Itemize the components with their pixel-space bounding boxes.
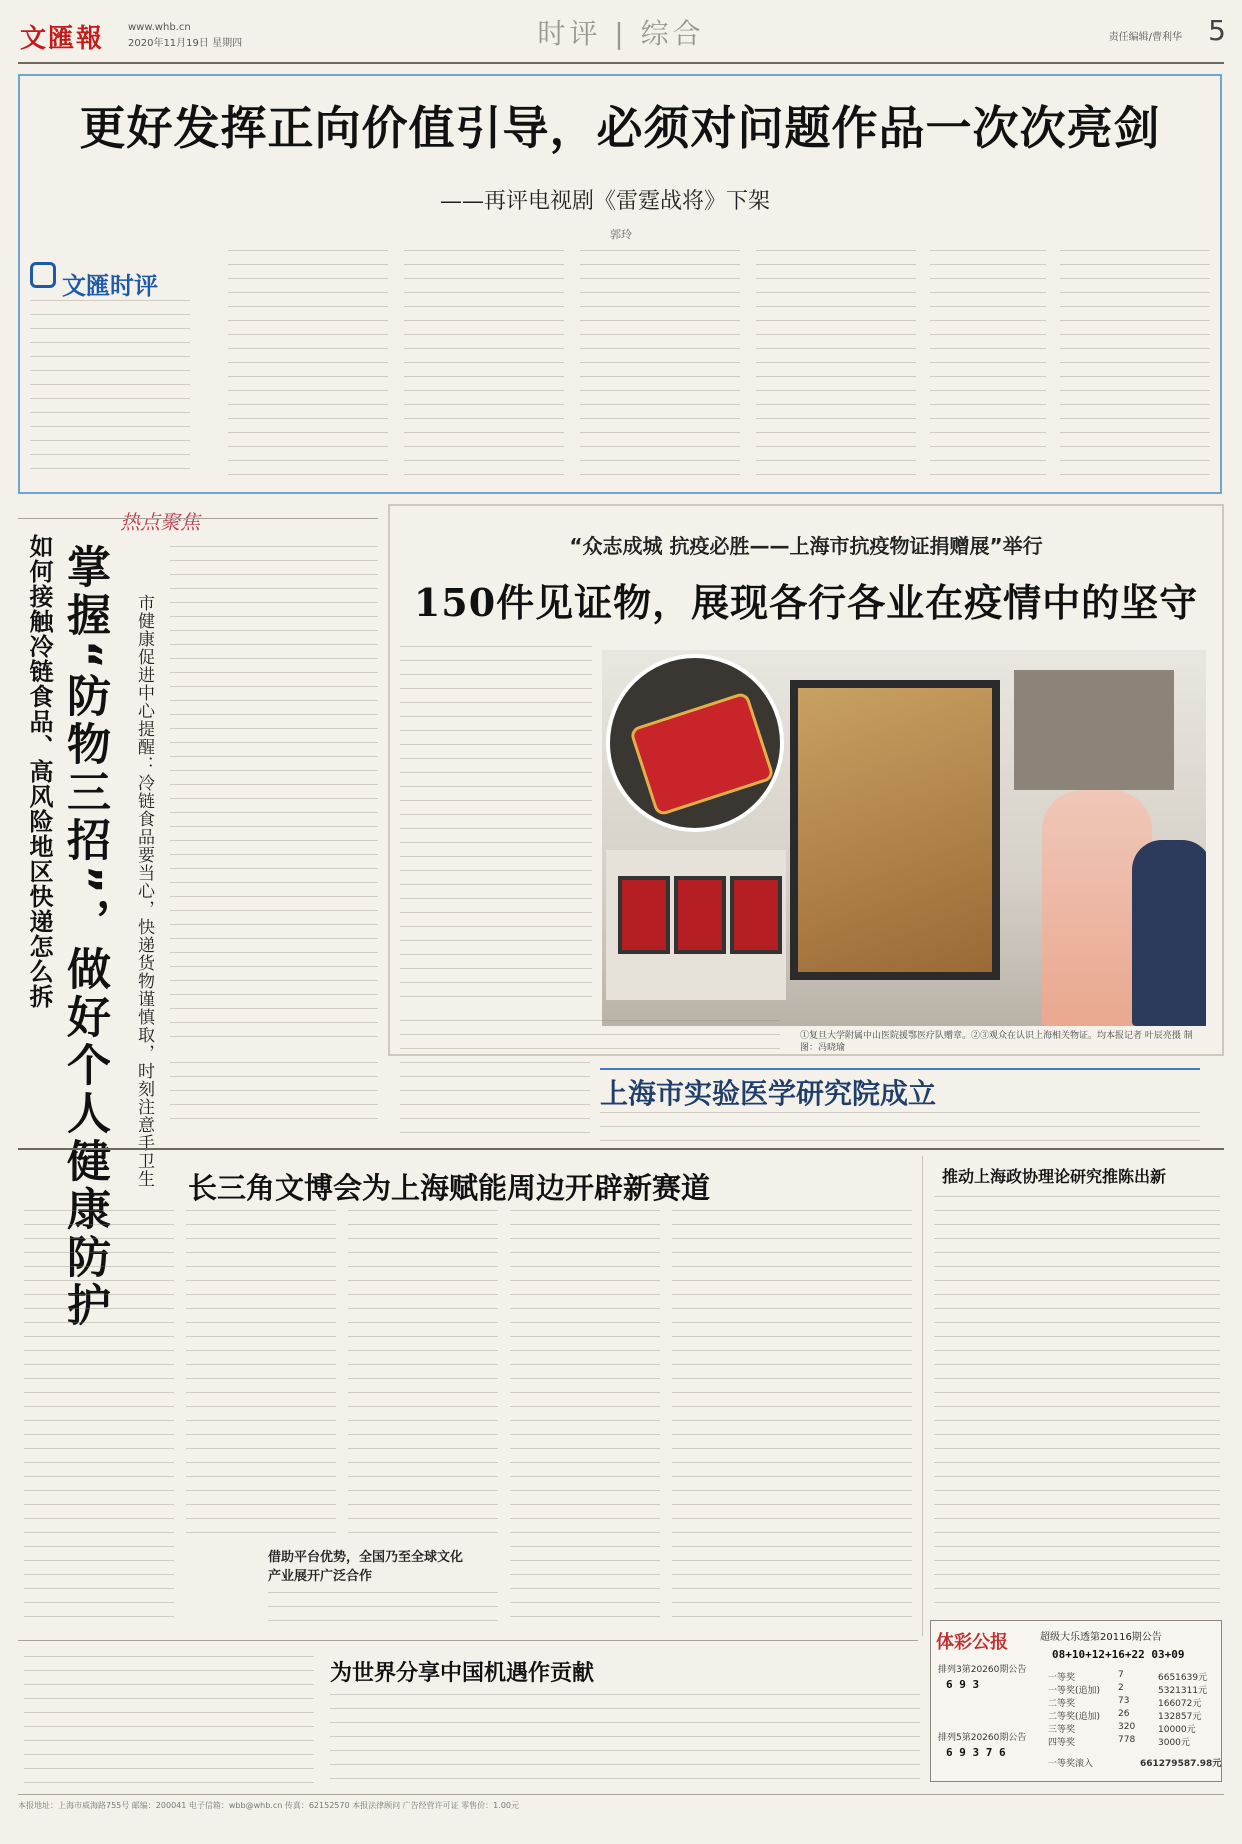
right-column-rule [922,1156,923,1636]
masthead-date: 2020年11月19日 星期四 [128,38,243,49]
lottery-game-numbers: 6 9 3 [946,1678,980,1691]
badge-inset-photo [606,654,784,832]
exhibition-body-col-2 [400,1020,780,1050]
prize-amount: 6651639元 [1158,1673,1208,1683]
photo-caption: ①复旦大学附属中山医院援鄂医疗队赠章。②③观众在认识上海相关物证。均本报记者 叶辰亮摄 制图：冯晓瑜 [800,1031,1193,1053]
lottery-game-numbers: 6 9 3 7 6 [946,1746,1006,1759]
exhibition-body-col-1 [400,646,592,1006]
cold-chain-headline: 掌握“防物三招”，做好个人健康防护 [59,544,110,1330]
cold-chain-kicker: 如何接触冷链食品、高风险地区快递怎么拆 [25,534,53,1009]
lottery-draw-numbers: 08+10+12+16+22 03+09 [1052,1648,1185,1661]
prize-pool-label: 一等奖滚入 [1048,1759,1094,1769]
lottery-logo: 体彩公报 [936,1632,1008,1653]
section-divider [18,1148,1224,1150]
framed-exhibits-photo [606,850,786,1000]
yrd-body-col-4 [268,1592,498,1632]
prize-tier: 二等奖(追加) [1048,1712,1101,1722]
world-body-col-1 [24,1656,314,1790]
prize-count: 26 [1118,1709,1130,1719]
lab-body-col-1 [400,1062,590,1136]
lab-body-col-2 [600,1112,1200,1142]
yrd-body-col-3 [348,1210,498,1540]
cold-chain-body-end [170,1062,378,1132]
prize-count: 778 [1118,1735,1136,1745]
masthead-rule [18,62,1224,64]
lab-headline: 上海市实验医学研究院成立 [600,1077,937,1110]
prize-tier: 一等奖 [1048,1673,1076,1683]
lottery-header: 超级大乐透第20116期公告 [1040,1632,1162,1643]
yrd-subhead: 借助平台优势，全国乃至全球文化产业展开广泛合作 [268,1550,464,1584]
section-title: 时评 | 综合 [537,17,705,50]
cold-chain-body [170,546,378,1046]
yrd-body-col-1 [24,1210,174,1630]
lead-body-col-6 [930,250,1046,480]
prize-amount: 166072元 [1158,1699,1202,1709]
masthead-url: www.whb.cn [128,22,191,33]
prize-count: 7 [1118,1670,1124,1680]
yrd-body-col-2 [186,1210,336,1540]
lead-body-col-7 [1060,250,1210,480]
hot-topic-tag: 热点聚焦 [120,510,200,534]
prize-amount: 5321311元 [1158,1686,1208,1696]
cppcc-headline: 推动上海政协理论研究推陈出新 [942,1167,1167,1186]
editor-credit: 责任编辑/曹利华 [1108,32,1182,43]
hot-topic-rule [18,518,378,519]
prize-count: 73 [1118,1696,1130,1706]
prize-tier: 一等奖(追加) [1048,1686,1101,1696]
cppcc-body [934,1196,1220,1612]
lead-body-col-2 [228,250,388,480]
prize-tier: 四等奖 [1048,1738,1076,1748]
yrd-body-col-5 [510,1210,660,1630]
yrd-body-col-6 [672,1210,912,1630]
commentary-icon [30,262,56,288]
world-body-col-2 [330,1694,920,1790]
lab-title-bar [600,1068,1200,1070]
prize-tier: 二等奖 [1048,1699,1076,1709]
bottom-divider [18,1640,918,1641]
lead-body-col-4 [580,250,740,480]
lead-byline: 郭玲 [610,228,632,241]
prize-amount: 3000元 [1158,1738,1190,1748]
lead-subtitle: ——再评电视剧《雷霆战将》下架 [440,189,771,214]
prize-amount: 132857元 [1158,1712,1202,1722]
prize-amount: 10000元 [1158,1725,1196,1735]
lead-body-col-5 [756,250,916,480]
newspaper-logo: 文匯報 [20,24,105,54]
prize-count: 2 [1118,1683,1124,1693]
footer-rule [18,1794,1224,1795]
exhibition-kicker: “众志成城 抗疫必胜——上海市抗疫物证捐赠展”举行 [569,534,1043,558]
lottery-game-label: 排列3第20260期公告 [938,1665,1027,1675]
commentary-column-logo: 文匯时评 [62,272,158,300]
lead-body-col-1 [30,300,190,480]
lottery-game-label: 排列5第20260期公告 [938,1733,1027,1743]
exhibition-headline: 150件见证物，展现各行各业在疫情中的坚守 [413,580,1199,625]
lead-headline: 更好发挥正向价值引导，必须对问题作品一次次亮剑 [79,101,1161,155]
page-number: 5 [1208,14,1226,47]
exhibition-photo [602,650,1206,1026]
cold-chain-subtitle: 市健康促进中心提醒：冷链食品要当心，快递货物谨慎取，时刻注意手卫生 [134,594,154,1188]
prize-pool: 661279587.98元 [1140,1759,1222,1769]
prize-count: 320 [1118,1722,1136,1732]
world-headline: 为世界分享中国机遇作贡献 [330,1660,595,1686]
lead-body-col-3 [404,250,564,480]
yrd-headline: 长三角文博会为上海赋能周边开辟新赛道 [188,1171,711,1205]
prize-tier: 三等奖 [1048,1725,1076,1735]
footer-imprint: 本报地址：上海市威海路755号 邮编：200041 电子信箱：wbb@whb.cn 传真：62152570 本报法律顾问 广告经营许可证 零售价：1.00元 [18,1801,519,1810]
